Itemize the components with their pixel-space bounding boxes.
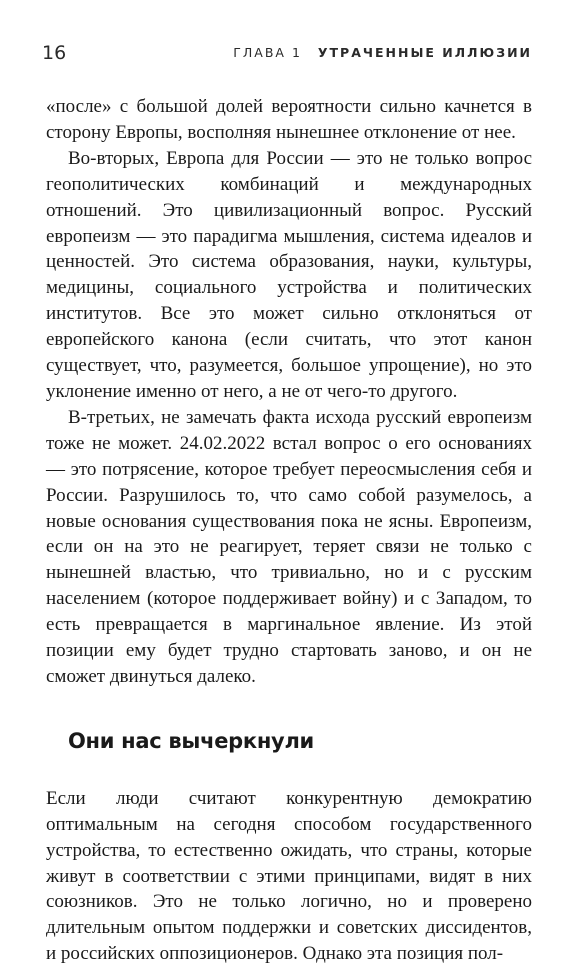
paragraph-secondly: Во-вторых, Европа для России — это не только вопрос геополитических комбинаций и международных отношений. Это цивилизационный вопрос. Русский европеизм — это парадигма мышления, система идеалов и ценностей. Это система образования, науки, культуры, медицины, социального устройства и политических институтов. Все это может сильно отклоняться от европейского канона (если считать, что этот канон существует, что, разумеется, большое упрощение), но это уклонение именно от него, а не от чего-то другого. — [46, 147, 532, 402]
chapter-heading — [233, 44, 532, 62]
chapter-title: УТРАЧЕННЫЕ ИЛЛЮЗИИ — [317, 45, 532, 60]
paragraph-thirdly: В-третьих, не замечать факта исхода русский европеизм тоже не может. 24.02.2022 встал вопрос о его основаниях — это потрясение, которое требует переосмысления себя и России. Разрушилось то, что само собой разумелось, а новые основания существования пока не ясны. Европеизм, если он на это не реагирует, теряет связи не только с нынешней властью, что тривиально, но и с русским населением (которое поддерживает войну) и с Западом, то есть превращается в маргинальное явление. Из этой позиции ему будет трудно стартовать заново, и он не сможет двинуться далеко. — [46, 406, 532, 687]
page-number: 16 — [42, 42, 67, 64]
paragraph-section-start: Если люди считают конкурентную демократию оптимальным на сегодня способом государственного устройства, то естественно ожидать, что страны, которые живут в соответствии с этими принципами, видят в них союзников. Это не только логично, но и проверено длительным опытом поддержки и советских диссидентов, и российских оппозиционеров. Однако эта позиция пол- — [46, 787, 532, 965]
running-header — [42, 40, 532, 66]
book-page — [42, 0, 532, 965]
body-text — [46, 94, 532, 967]
section-heading: Они нас вычеркнули — [68, 728, 314, 753]
paragraph-continuation: «после» с большой долей вероятности сильно качнется в сторону Европы, восполняя нынешнее отклонение от нее. — [46, 96, 532, 143]
chapter-label: ГЛАВА 1 — [233, 45, 302, 60]
